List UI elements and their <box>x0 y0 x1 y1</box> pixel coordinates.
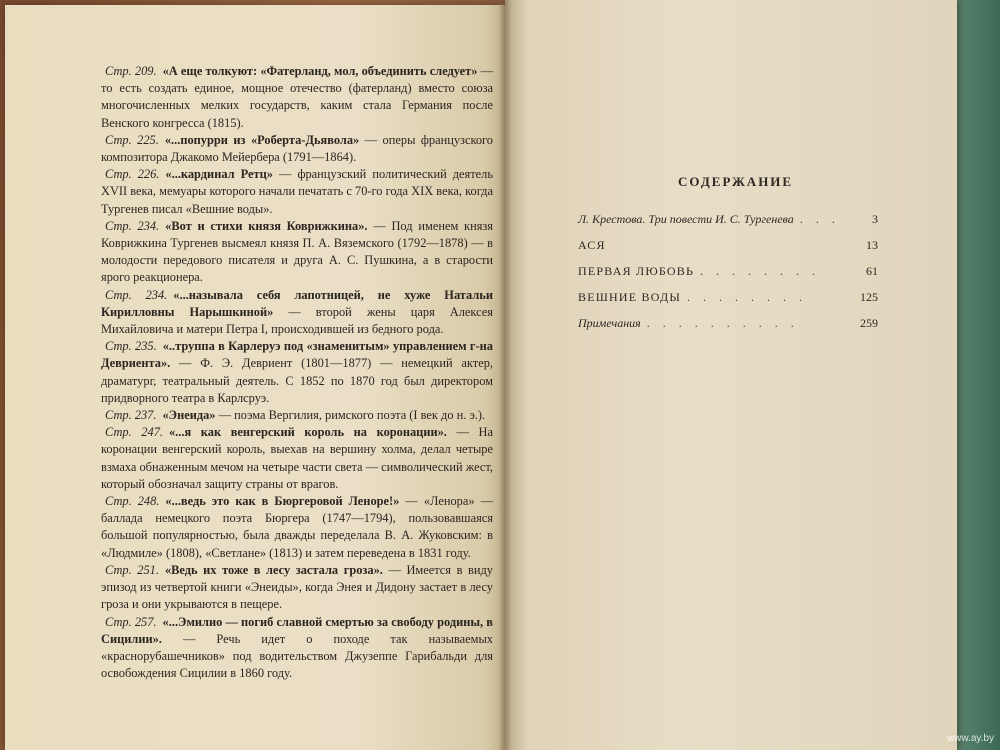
note-item <box>101 614 493 683</box>
note-page-ref: Стр. 209. <box>105 64 157 78</box>
note-page-ref: Стр. 226. <box>105 167 160 182</box>
note-text: — то есть создать единое, мощное отечество (фатерланд) вместо союза многочисленных мелких государств, каким стала Германия после Венского конгресса (1815). <box>101 64 493 130</box>
note-text: — Под именем князя Коврижкина Тургенев высмеял князя П. А. Вяземского (1792—1878) — в молодости передового писателя и друга А. С. Пушкина, а в старости ярого реакционера. <box>101 218 493 285</box>
note-quote: «А еще толкуют: «Фатерланд, мол, объединить следует» <box>162 64 478 78</box>
note-item <box>101 424 493 493</box>
toc-item <box>578 316 878 342</box>
toc-item-title: ПЕРВАЯ ЛЮБОВЬ <box>578 264 695 278</box>
toc-item <box>578 290 878 316</box>
note-page-ref: Стр. 251. <box>105 562 159 577</box>
note-item <box>101 338 493 407</box>
toc-leader-dots: . . . . . . . . <box>687 290 808 304</box>
note-item <box>101 287 493 339</box>
toc-item-title: АСЯ <box>578 238 606 252</box>
notes-list <box>101 63 493 682</box>
toc-item-page: 125 <box>860 290 878 304</box>
note-quote: «...Эмилио — погиб славной смертью за свободу родины, в Сицилии». <box>101 614 494 646</box>
note-item <box>101 493 493 562</box>
note-quote: «...кардинал Ретц» <box>165 167 273 182</box>
note-item <box>101 132 493 166</box>
note-quote: «Вот и стихи князя Коврижкина». <box>165 218 368 233</box>
note-page-ref: Стр. 234. <box>105 287 168 302</box>
right-page <box>505 0 957 750</box>
note-quote: «...я как венгерский король на коронации». <box>168 425 447 440</box>
note-text: — Имеется в виду эпизод из четвертой книги «Энеиды», когда Энея и Дидону застает в лесу гроза и они укрываются в пещере. <box>101 562 493 612</box>
note-page-ref: Стр. 234. <box>105 218 160 233</box>
note-page-ref: Стр. 235. <box>105 339 157 354</box>
toc-leader-dots: . . . <box>799 212 840 226</box>
note-page-ref: Стр. 257. <box>105 614 157 629</box>
book-gutter <box>498 0 512 750</box>
note-page-ref: Стр. 225. <box>105 132 159 147</box>
note-quote: «..труппа в Карлеруэ под «знаменитым» управлением г-на Девриента». <box>101 339 494 371</box>
note-item <box>101 63 493 132</box>
note-text: — «Ленора» — баллада немецкого поэта Бюргера (1747—1794), пользовавшаяся большой популярностью, была дважды переделала В. А. Жуковским: в «Людмиле» (1808), «Светлане» (1813) и затем переведена в 1831 году. <box>101 494 494 560</box>
note-text: — оперы французского композитора Джакомо Мейербера (1791—1864). <box>101 132 493 165</box>
toc-leader-dots: . . . . . . . . . . <box>646 316 799 330</box>
note-text: — Речь идет о походе так называемых «краснорубашечников» под водительством Джузеппе Гарибальди для освобождения Сицилии в 1860 году. <box>101 631 493 681</box>
note-page-ref: Стр. 237. <box>105 408 157 423</box>
contents-title: СОДЕРЖАНИЕ <box>678 174 794 189</box>
toc-item <box>578 238 878 264</box>
note-text: — На коронации венгерский король, выехав на вершину холма, делал четыре взмаха обнаженным мечом на четыре части света — символический жест, который обозначал защиту страны от врагов. <box>101 425 493 491</box>
toc-leader-dots: . . . . . . . . <box>700 264 821 278</box>
note-item <box>101 166 493 218</box>
toc-item <box>578 264 878 290</box>
note-quote: «...ведь это как в Бюргеровой Леноре!» <box>165 494 400 509</box>
note-page-ref: Стр. 248. <box>105 494 160 509</box>
table-of-contents <box>578 212 878 342</box>
toc-item-title: Примечания <box>578 316 641 330</box>
note-item <box>101 562 493 614</box>
toc-item-page: 259 <box>860 316 878 330</box>
toc-item-page: 13 <box>866 238 878 252</box>
note-quote: «Энеида» <box>162 408 216 423</box>
toc-item-title: ВЕШНИЕ ВОДЫ <box>578 290 682 304</box>
toc-item-title: Л. Крестова. Три повести И. С. Тургенева <box>578 212 794 226</box>
note-text: — французский политический деятель XVII века, мемуары которого начали печатать с 70-го года XIX века, когда Тургенев писал «Вешние воды». <box>101 167 494 216</box>
note-page-ref: Стр. 247. <box>105 425 163 440</box>
note-quote: «...называла себя лапотницей, не хуже Натальи Кирилловны Нарышкиной» <box>101 287 493 319</box>
note-quote: «Ведь их тоже в лесу застала гроза». <box>164 562 383 577</box>
note-text: — поэма Вергилия, римского поэта (I век до н. э.). <box>215 408 486 423</box>
left-page <box>5 5 505 750</box>
note-item <box>101 218 493 287</box>
note-text: — Ф. Э. Девриент (1801—1877) — немецкий актер, драматург, театральный деятель. С 1852 по 1870 год был директором придворного театра в Карлсруэ. <box>101 356 493 405</box>
toc-item <box>578 212 878 238</box>
toc-item-page: 3 <box>872 212 878 226</box>
toc-item-page: 61 <box>866 264 878 278</box>
watermark: www.ay.by <box>946 733 994 744</box>
note-quote: «...попурри из «Роберта-Дьявола» <box>164 132 360 147</box>
note-text: — второй жены царя Алексея Михайловича и матери Петра I, происходившей из бедного рода. <box>101 304 493 337</box>
note-item <box>101 407 493 424</box>
